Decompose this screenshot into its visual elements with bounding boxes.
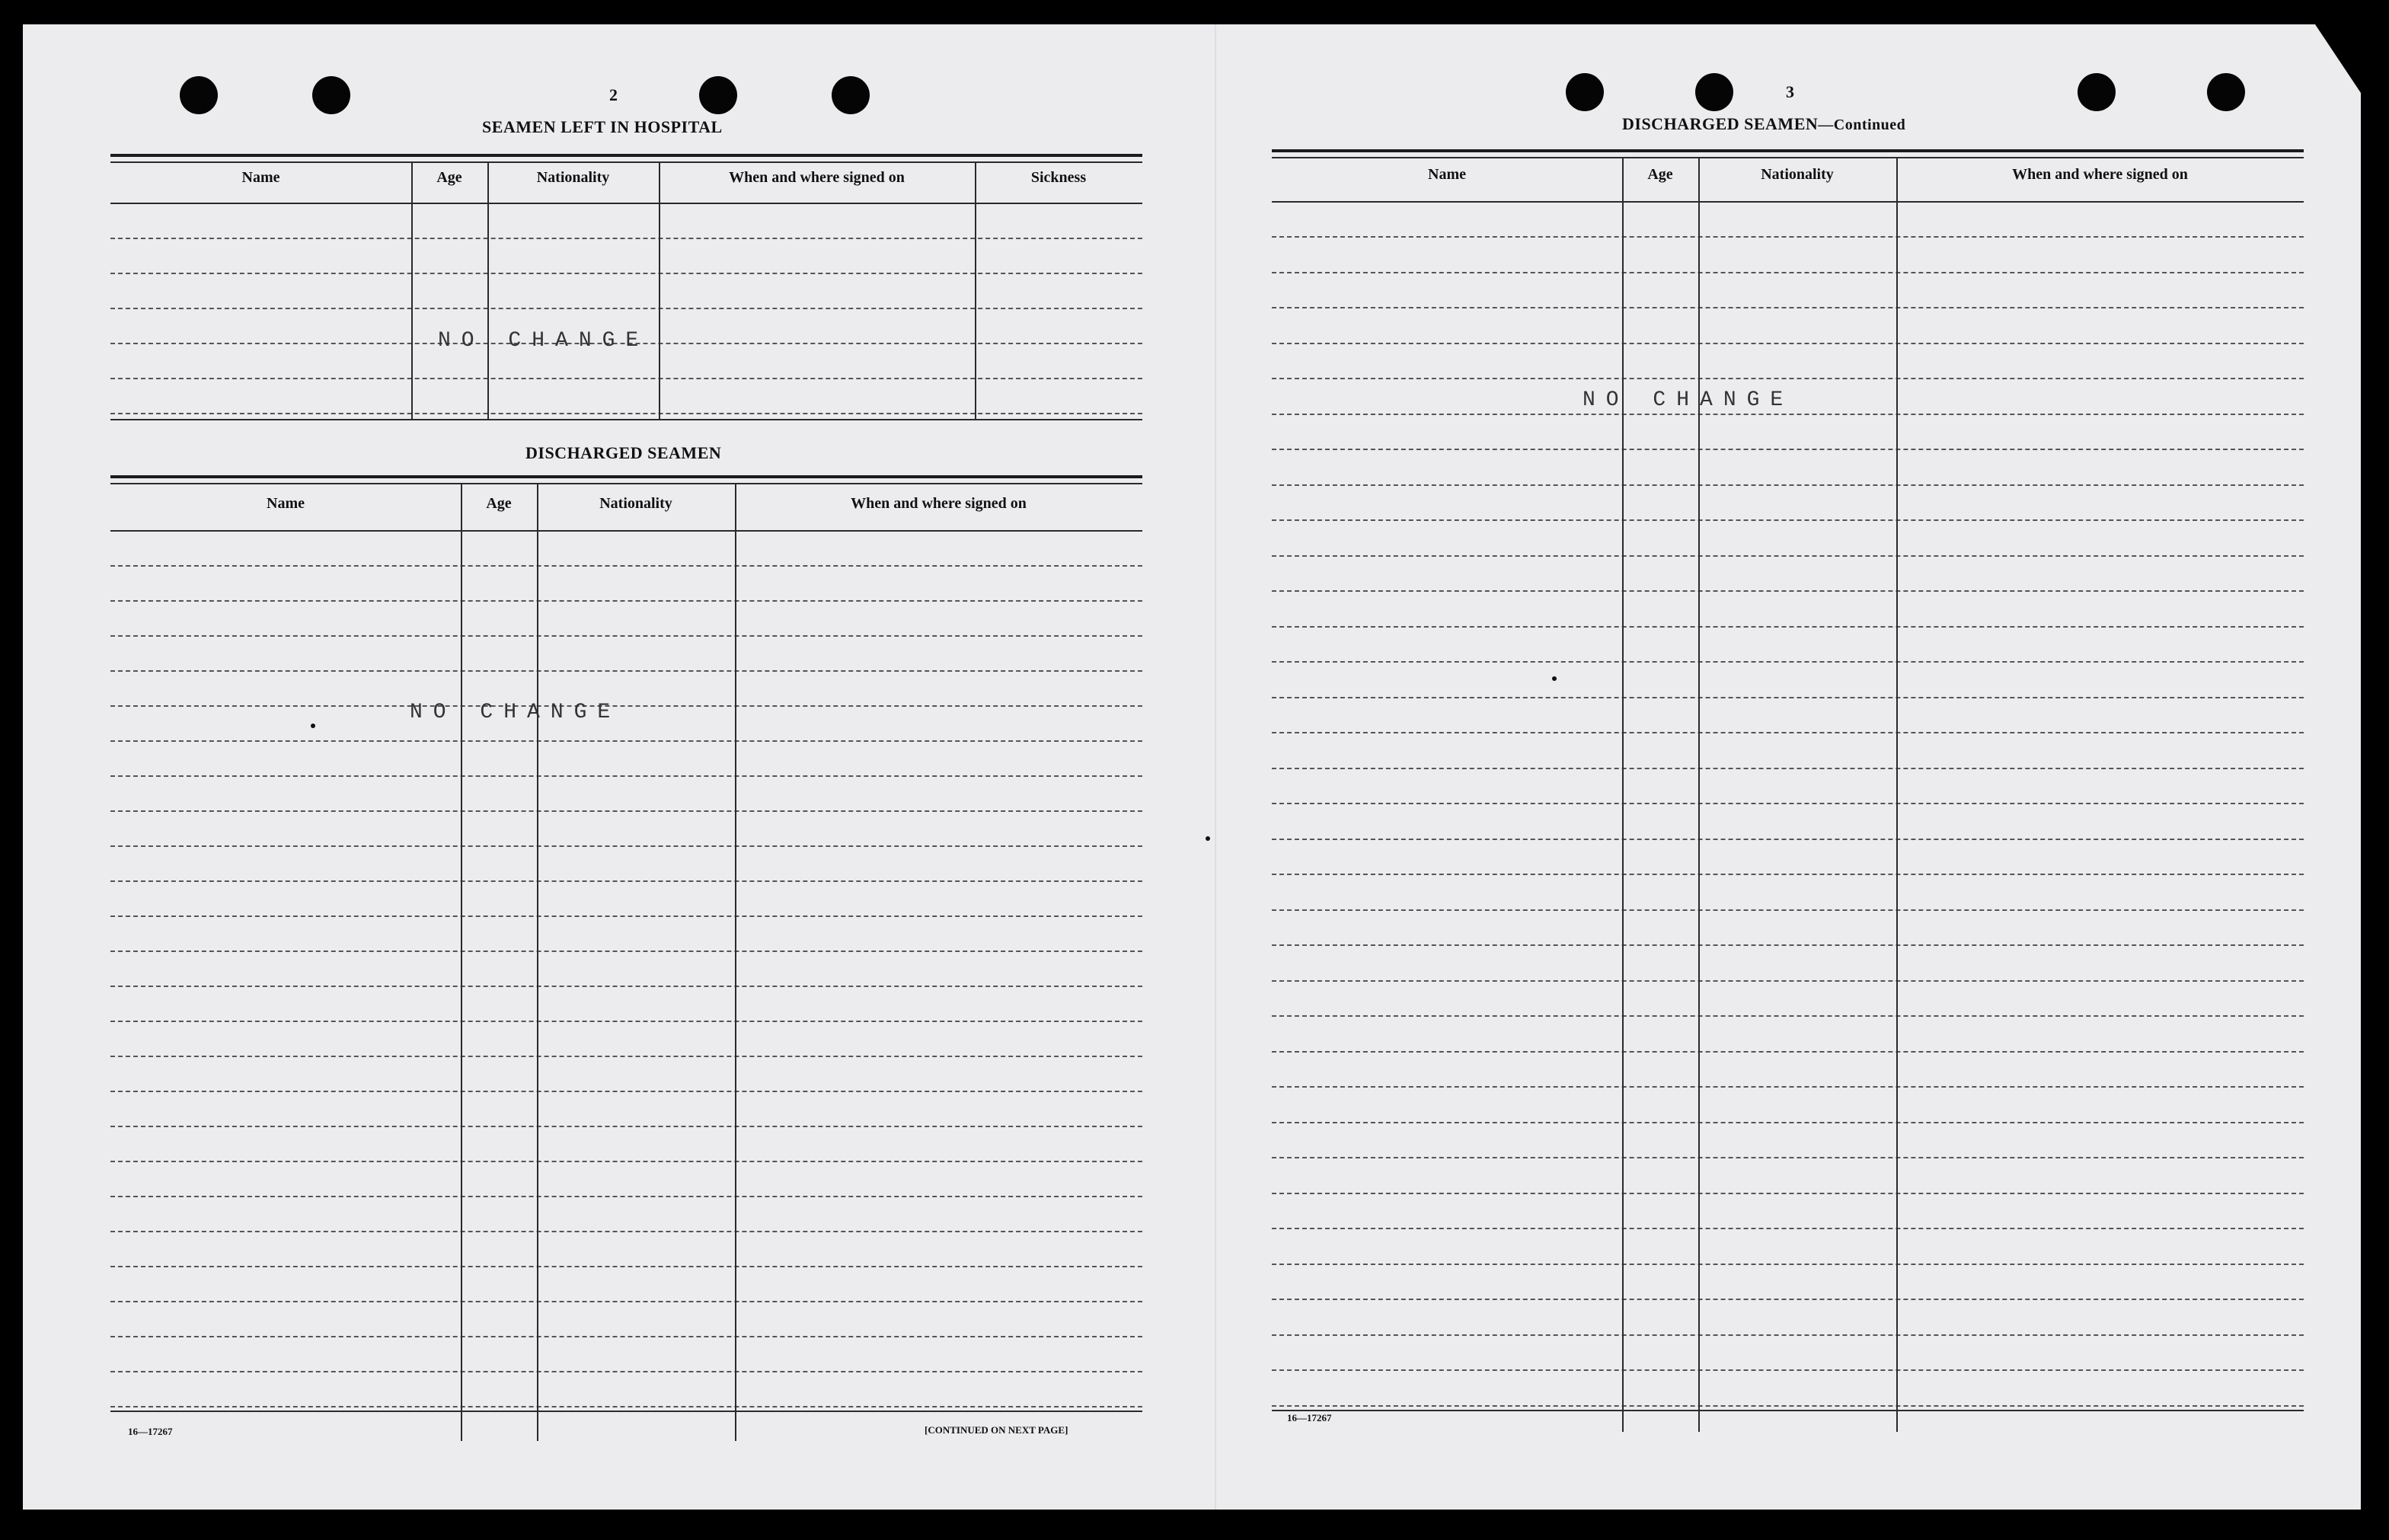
punch-hole	[832, 76, 870, 114]
page-number: 2	[609, 85, 618, 104]
row-line	[1272, 484, 2304, 486]
col-header-signed-on: When and where signed on	[729, 169, 905, 186]
col-divider	[1896, 157, 1898, 1432]
punch-hole	[699, 76, 737, 114]
row-line	[1272, 1086, 2304, 1088]
row-line	[1272, 555, 2304, 557]
row-line	[110, 238, 1142, 239]
row-line	[1272, 874, 2304, 875]
col-divider	[735, 483, 736, 1441]
rule	[1272, 201, 2304, 203]
rule	[110, 154, 1142, 157]
punch-hole	[1695, 73, 1733, 111]
rule	[1272, 149, 2304, 152]
row-line	[1272, 980, 2304, 982]
row-line	[1272, 1369, 2304, 1371]
table-bottom-rule	[1272, 1410, 2304, 1411]
row-line	[1272, 909, 2304, 911]
rule	[110, 530, 1142, 532]
row-line	[110, 1301, 1142, 1302]
row-line	[1272, 414, 2304, 415]
title-continued: —Continued	[1818, 117, 1906, 133]
discharged-continued-title	[1622, 114, 1905, 134]
ink-speck	[1552, 676, 1557, 681]
rule	[110, 419, 1142, 420]
row-line	[1272, 272, 2304, 273]
row-line	[1272, 803, 2304, 804]
discharged-section-title: DISCHARGED SEAMEN	[525, 443, 722, 462]
rule	[110, 475, 1142, 478]
col-header-nationality: Nationality	[1761, 166, 1834, 183]
row-line	[1272, 944, 2304, 946]
col-header-name: Name	[267, 495, 305, 512]
row-line	[1272, 1015, 2304, 1017]
typed-note: NO CHANGE	[1583, 388, 1794, 412]
row-line	[1272, 697, 2304, 698]
page-fold	[1215, 24, 1216, 1510]
col-header-age: Age	[436, 169, 462, 186]
row-line	[110, 635, 1142, 637]
row-line	[110, 1021, 1142, 1022]
row-line	[110, 1336, 1142, 1337]
rule	[110, 161, 1142, 163]
col-header-nationality: Nationality	[536, 169, 610, 186]
punch-hole	[312, 76, 350, 114]
punch-hole	[1566, 73, 1604, 111]
row-line	[110, 1371, 1142, 1372]
col-header-signed-on: When and where signed on	[2012, 166, 2188, 183]
row-line	[1272, 1334, 2304, 1336]
row-line	[1272, 768, 2304, 769]
row-line	[110, 670, 1142, 672]
title-main: DISCHARGED SEAMEN	[1622, 114, 1819, 133]
col-header-name: Name	[241, 169, 280, 186]
col-header-age: Age	[486, 495, 512, 512]
row-line	[1272, 449, 2304, 450]
row-line	[1272, 626, 2304, 628]
row-line	[1272, 519, 2304, 521]
row-line	[110, 1056, 1142, 1057]
rule	[1272, 157, 2304, 158]
row-line	[1272, 1193, 2304, 1194]
continued-note: [CONTINUED ON NEXT PAGE]	[925, 1424, 1068, 1436]
rule	[110, 203, 1142, 204]
row-line	[110, 1126, 1142, 1127]
row-line	[110, 1196, 1142, 1197]
ink-speck	[311, 724, 315, 728]
row-line	[110, 378, 1142, 379]
col-divider	[975, 161, 976, 420]
form-number: 16—17267	[128, 1426, 173, 1437]
row-line	[1272, 1405, 2304, 1407]
row-line	[110, 705, 1142, 707]
punch-hole	[180, 76, 218, 114]
col-divider	[1622, 157, 1624, 1432]
row-line	[1272, 661, 2304, 663]
hospital-section-title: SEAMEN LEFT IN HOSPITAL	[482, 117, 723, 136]
row-line	[1272, 236, 2304, 238]
col-header-signed-on: When and where signed on	[851, 495, 1027, 512]
row-line	[1272, 1051, 2304, 1053]
row-line	[1272, 343, 2304, 344]
row-line	[1272, 839, 2304, 840]
col-divider	[487, 161, 489, 420]
row-line	[110, 1406, 1142, 1407]
row-line	[110, 845, 1142, 847]
row-line	[110, 600, 1142, 602]
col-header-sickness: Sickness	[1030, 169, 1087, 186]
row-line	[1272, 1264, 2304, 1265]
row-line	[1272, 1157, 2304, 1158]
punch-hole	[2207, 73, 2245, 111]
col-header-age: Age	[1647, 166, 1673, 183]
row-line	[110, 986, 1142, 987]
row-line	[1272, 590, 2304, 592]
col-divider	[411, 161, 413, 420]
form-number: 16—17267	[1287, 1412, 1332, 1423]
row-line	[110, 951, 1142, 952]
table-bottom-rule	[110, 1411, 1142, 1412]
document-sheet	[23, 24, 2361, 1510]
row-line	[1272, 378, 2304, 379]
row-line	[110, 1231, 1142, 1232]
row-line	[110, 775, 1142, 777]
row-line	[1272, 1228, 2304, 1229]
row-line	[110, 308, 1142, 309]
punch-hole	[2078, 73, 2116, 111]
row-line	[1272, 1122, 2304, 1123]
typed-note: NO CHANGE	[438, 329, 650, 353]
col-divider	[461, 483, 462, 1441]
col-divider	[537, 483, 538, 1441]
row-line	[110, 413, 1142, 414]
row-line	[110, 565, 1142, 567]
col-header-nationality: Nationality	[599, 495, 672, 512]
row-line	[110, 1266, 1142, 1267]
row-line	[110, 273, 1142, 274]
row-line	[110, 915, 1142, 917]
typed-note: NO CHANGE	[410, 701, 621, 724]
col-header-name: Name	[1428, 166, 1466, 183]
row-line	[110, 810, 1142, 812]
ink-speck	[1206, 836, 1210, 841]
row-line	[1272, 1299, 2304, 1300]
row-line	[1272, 307, 2304, 308]
col-divider	[1698, 157, 1700, 1432]
rule	[110, 483, 1142, 484]
row-line	[110, 880, 1142, 882]
row-line	[110, 1091, 1142, 1092]
torn-corner	[2315, 24, 2361, 93]
row-line	[110, 740, 1142, 742]
page-number: 3	[1786, 82, 1794, 101]
col-divider	[659, 161, 660, 420]
row-line	[1272, 732, 2304, 733]
row-line	[110, 1161, 1142, 1162]
